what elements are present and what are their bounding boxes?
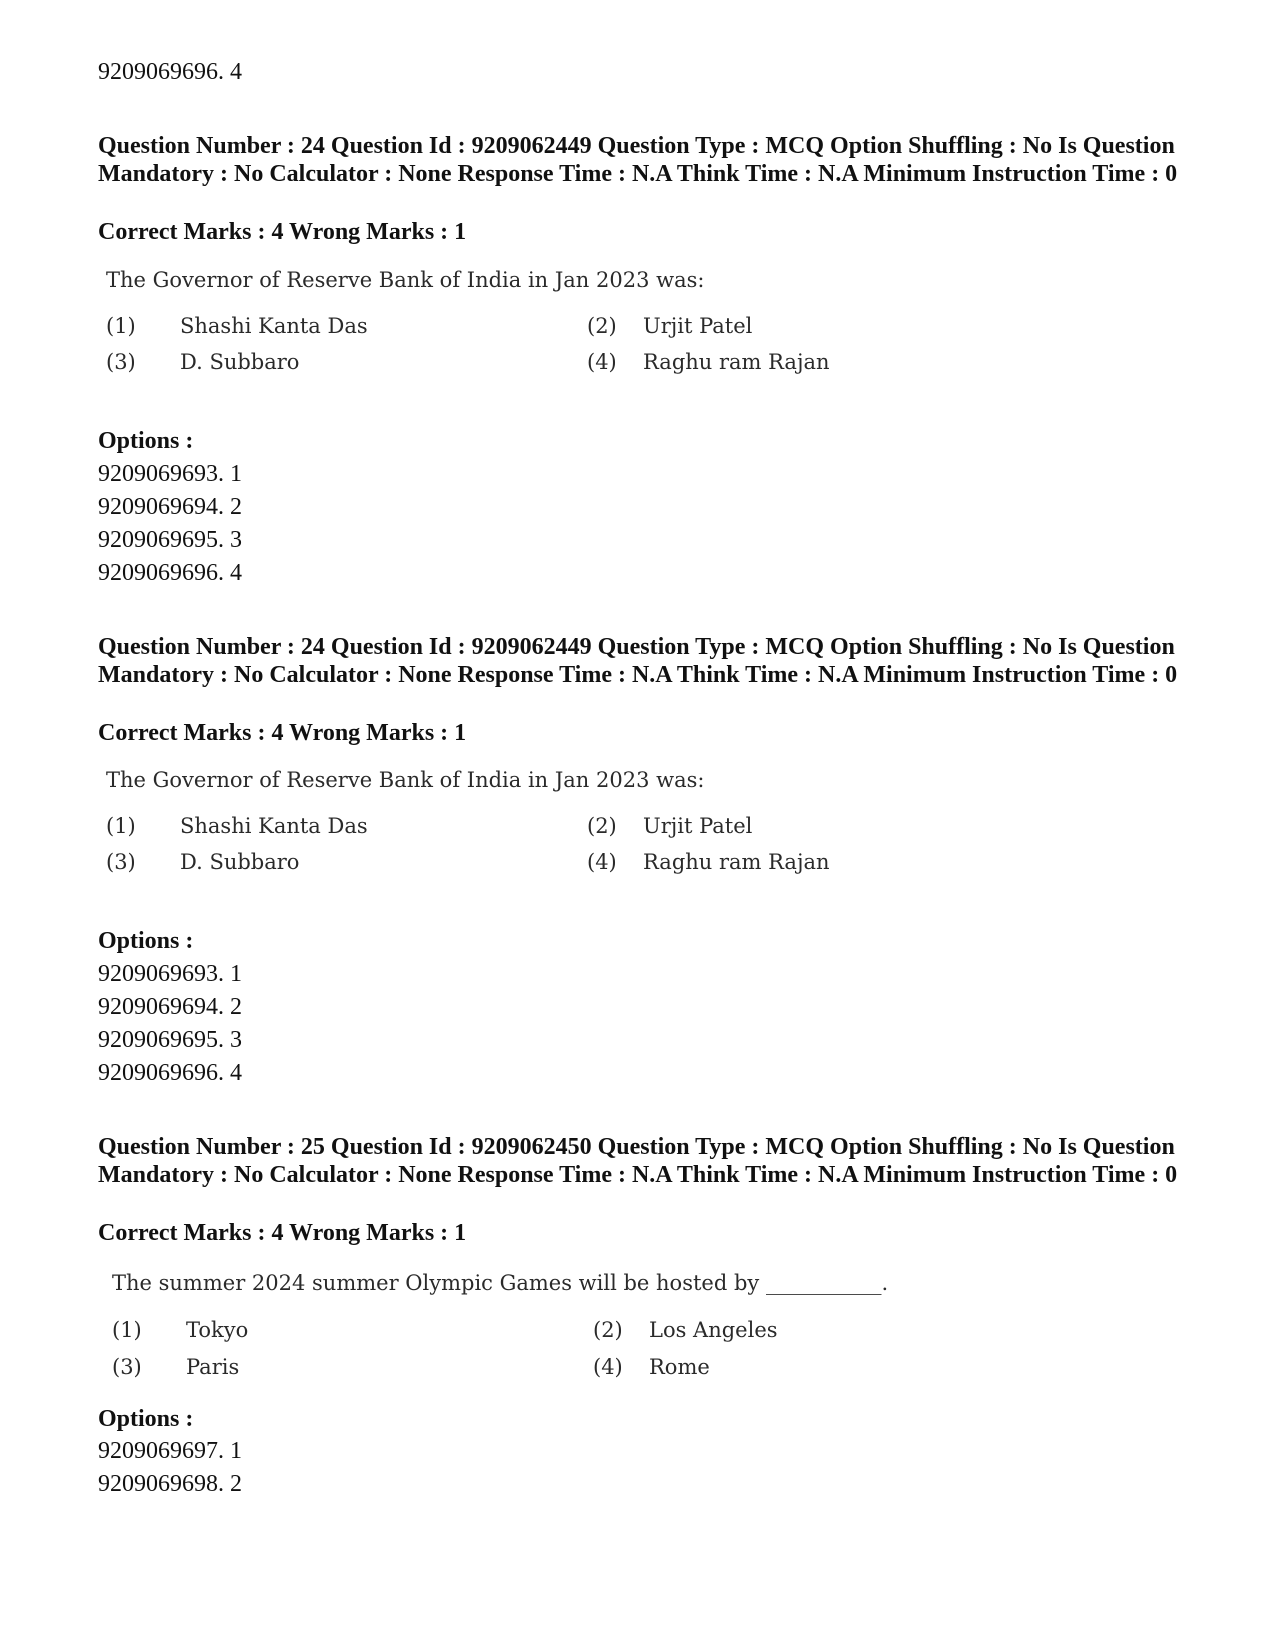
- choice-label: Tokyo: [186, 1318, 249, 1342]
- choice-number: (2): [587, 814, 617, 838]
- choice-label: Shashi Kanta Das: [180, 814, 368, 838]
- choice-number: (1): [106, 814, 136, 838]
- question-meta: Question Number : 25 Question Id : 9209062450 Question Type : MCQ Option Shuffling : No Is Question Mandatory : No Calculator : None Response Time : N.A Think Time : N.A Minimum Instruction Time : 0: [98, 1134, 1178, 1188]
- choice-number: (1): [106, 314, 136, 338]
- option-line: 9209069693. 1: [98, 461, 242, 487]
- option-line: 9209069695. 3: [98, 1027, 242, 1053]
- option-line: 9209069694. 2: [98, 994, 242, 1020]
- question-marks: Correct Marks : 4 Wrong Marks : 1: [98, 1220, 467, 1246]
- choice-number: (1): [112, 1318, 142, 1342]
- choice-label: Urjit Patel: [643, 314, 753, 338]
- option-line: 9209069697. 1: [98, 1438, 242, 1464]
- options-heading: Options :: [98, 428, 194, 454]
- question-meta: Question Number : 24 Question Id : 9209062449 Question Type : MCQ Option Shuffling : No Is Question Mandatory : No Calculator : None Response Time : N.A Think Time : N.A Minimum Instruction Time : 0: [98, 634, 1178, 688]
- question-marks: Correct Marks : 4 Wrong Marks : 1: [98, 720, 467, 746]
- option-line: 9209069694. 2: [98, 494, 242, 520]
- choice-label: D. Subbaro: [180, 350, 300, 374]
- choice-label: Shashi Kanta Das: [180, 314, 368, 338]
- options-heading: Options :: [98, 928, 194, 954]
- question-text: The Governor of Reserve Bank of India in Jan 2023 was:: [106, 268, 705, 292]
- options-heading: Options :: [98, 1406, 194, 1432]
- option-line: 9209069696. 4: [98, 560, 242, 586]
- choice-number: (3): [106, 850, 136, 874]
- choice-label: D. Subbaro: [180, 850, 300, 874]
- choice-label: Rome: [649, 1355, 710, 1379]
- option-line: 9209069696. 4: [98, 1060, 242, 1086]
- question-text: The Governor of Reserve Bank of India in Jan 2023 was:: [106, 768, 705, 792]
- choice-label: Raghu ram Rajan: [643, 350, 830, 374]
- choice-number: (3): [112, 1355, 142, 1379]
- choice-label: Los Angeles: [649, 1318, 778, 1342]
- choice-label: Paris: [186, 1355, 240, 1379]
- question-meta: Question Number : 24 Question Id : 9209062449 Question Type : MCQ Option Shuffling : No Is Question Mandatory : No Calculator : None Response Time : N.A Think Time : N.A Minimum Instruction Time : 0: [98, 133, 1178, 187]
- option-line: 9209069695. 3: [98, 527, 242, 553]
- choice-number: (3): [106, 350, 136, 374]
- choice-number: (4): [593, 1355, 623, 1379]
- choice-label: Raghu ram Rajan: [643, 850, 830, 874]
- choice-number: (2): [587, 314, 617, 338]
- choice-number: (2): [593, 1318, 623, 1342]
- choice-number: (4): [587, 350, 617, 374]
- choice-number: (4): [587, 850, 617, 874]
- option-line: 9209069698. 2: [98, 1471, 242, 1497]
- option-line: 9209069693. 1: [98, 961, 242, 987]
- question-marks: Correct Marks : 4 Wrong Marks : 1: [98, 219, 467, 245]
- question-text: The summer 2024 summer Olympic Games will be hosted by ___________.: [112, 1271, 889, 1295]
- choice-label: Urjit Patel: [643, 814, 753, 838]
- option-line: 9209069696. 4: [98, 59, 242, 85]
